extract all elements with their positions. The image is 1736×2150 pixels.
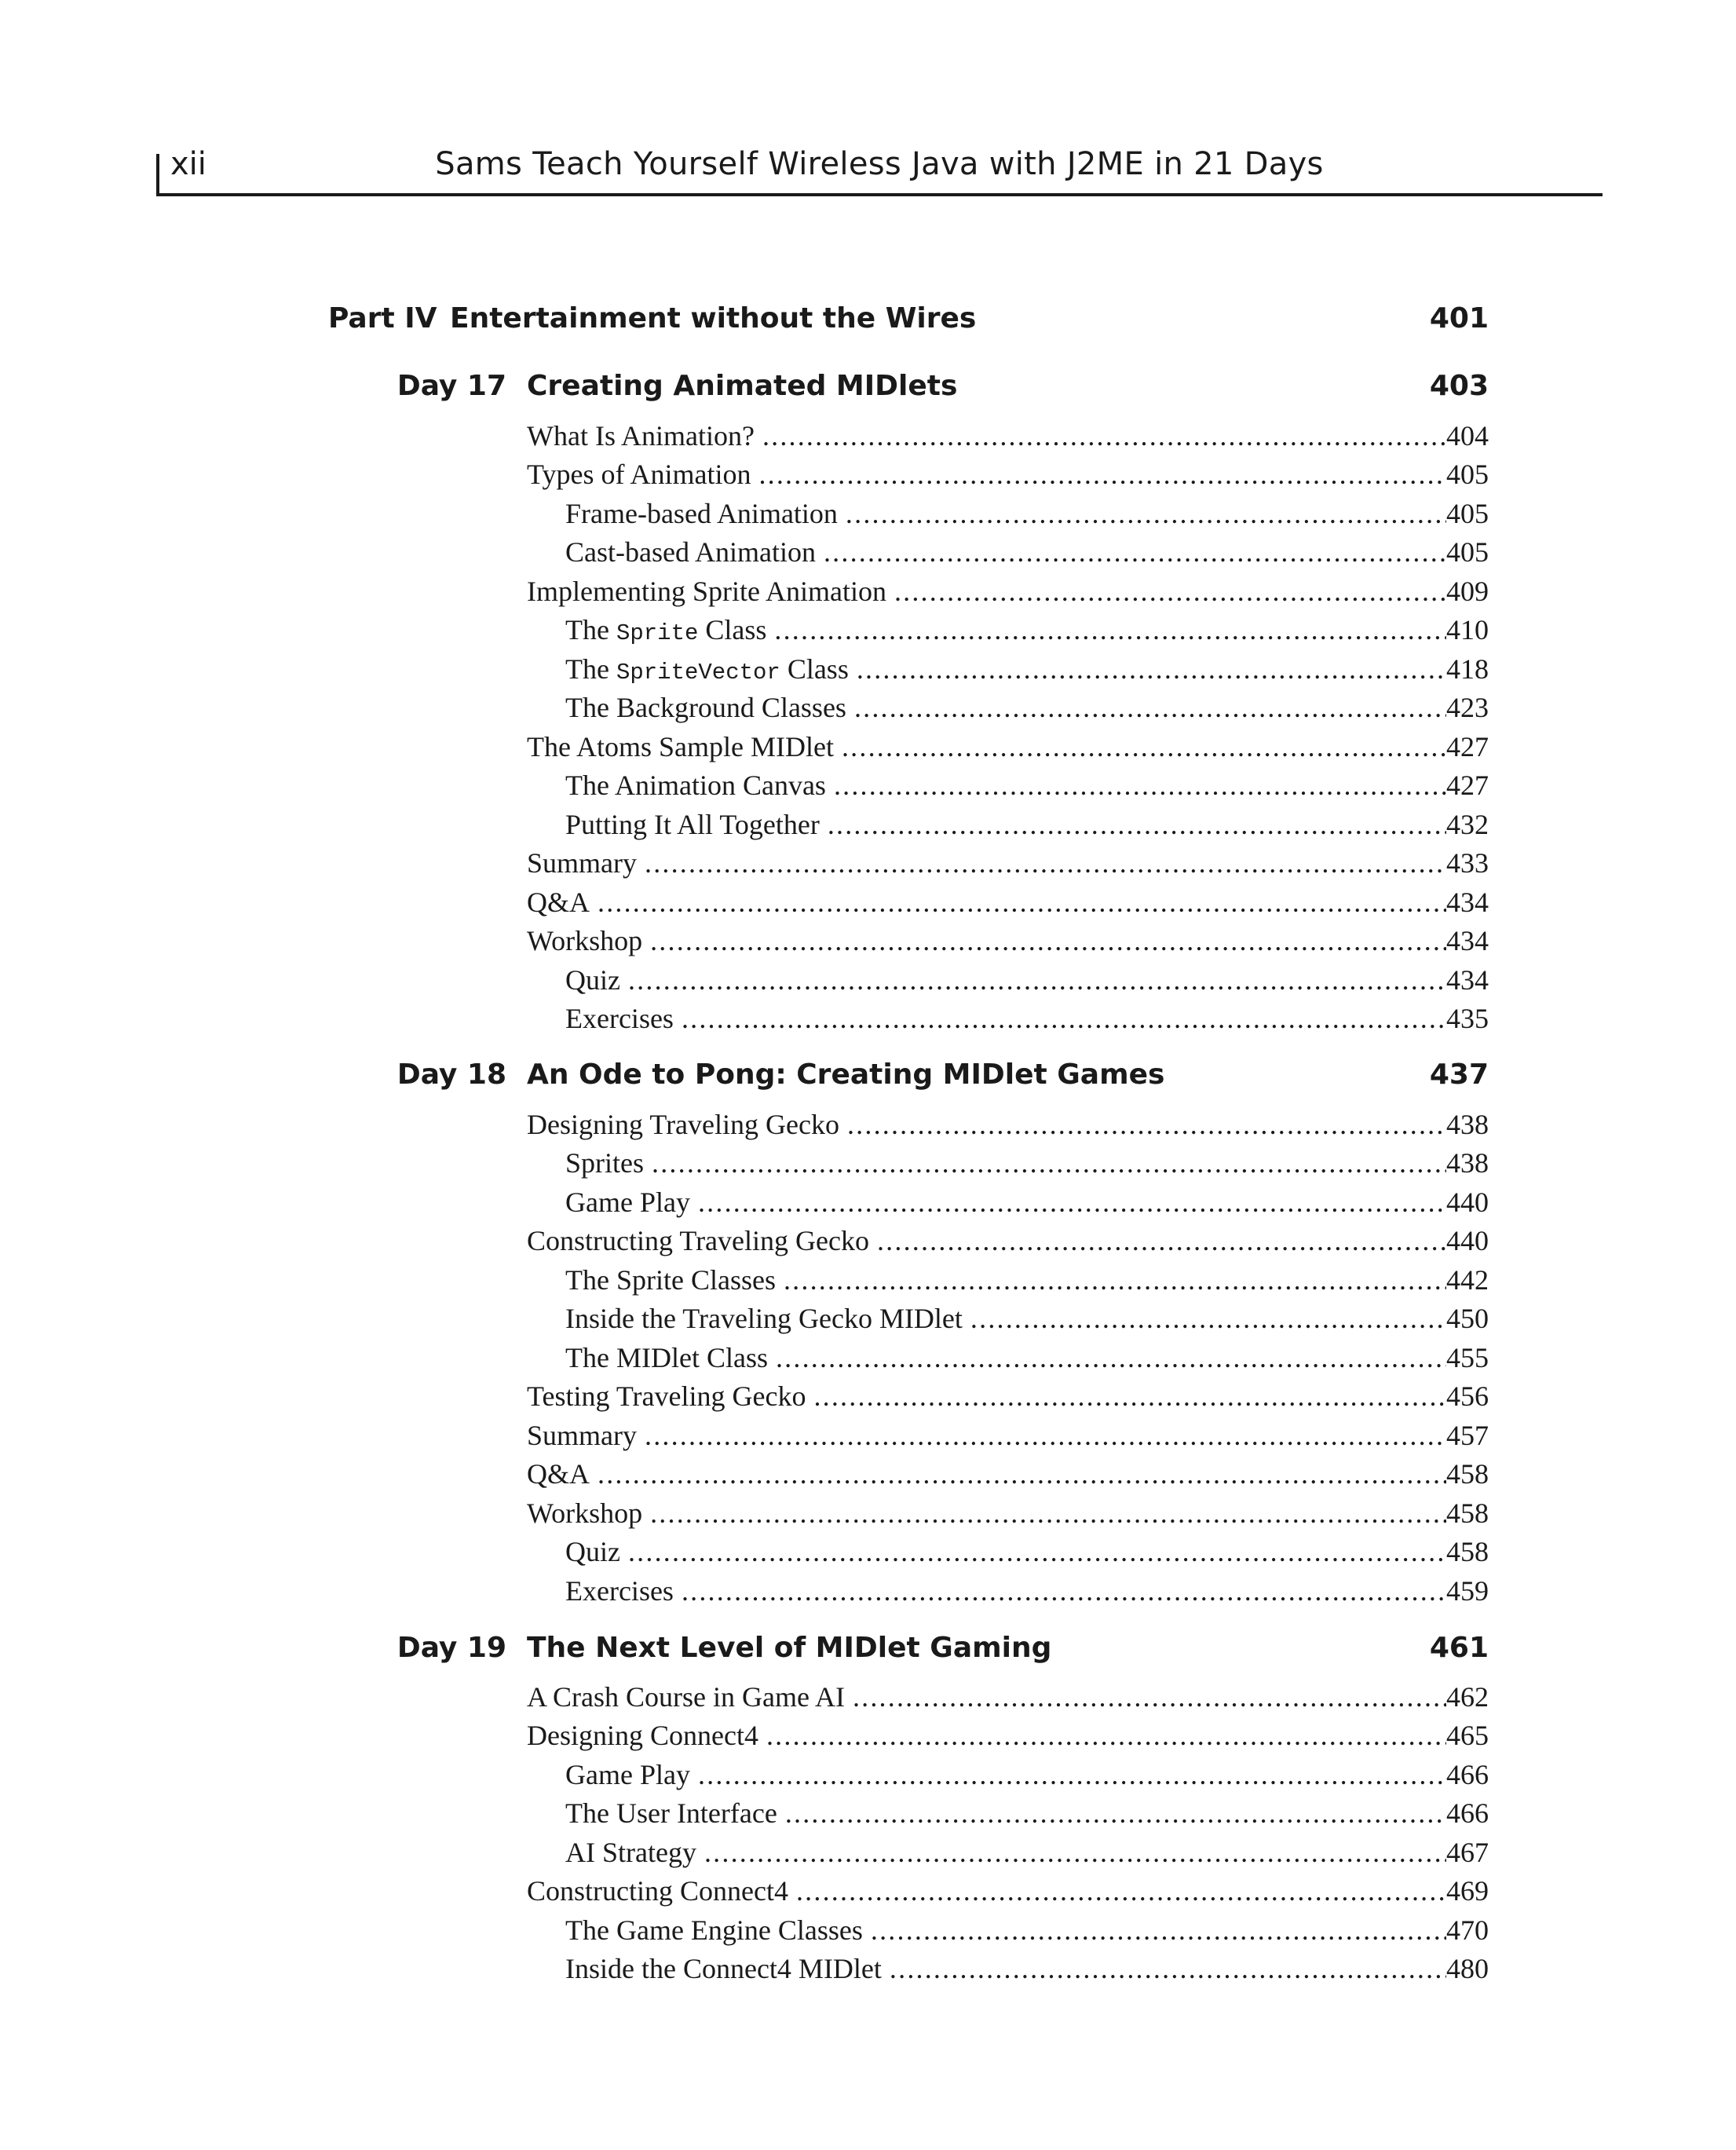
dot-leader xyxy=(645,1417,1446,1454)
toc-entry[interactable] xyxy=(565,1834,1489,1871)
dot-leader xyxy=(682,1000,1446,1037)
toc-entry[interactable] xyxy=(565,533,1489,571)
dot-leader xyxy=(766,1717,1446,1754)
day-title: The Next Level of MIDlet Gaming xyxy=(527,1632,1052,1664)
entry-title: Frame-based Animation xyxy=(565,498,838,529)
entry-page: 410 xyxy=(1446,614,1489,645)
entry-title-suffix: Class xyxy=(780,653,849,685)
entry-page: 440 xyxy=(1446,1225,1489,1256)
entry-title xyxy=(565,650,857,688)
part-title: Entertainment without the Wires xyxy=(450,302,977,335)
entry-title: Cast-based Animation xyxy=(565,536,816,568)
entry-title: Quiz xyxy=(565,964,620,996)
entry-title: Implementing Sprite Animation xyxy=(527,576,886,607)
dot-leader xyxy=(834,766,1446,804)
entry-page: 470 xyxy=(1446,1914,1489,1946)
entry-page: 458 xyxy=(1446,1536,1489,1567)
toc-entry[interactable] xyxy=(527,455,1489,493)
entry-title: Designing Traveling Gecko xyxy=(527,1109,839,1140)
day-page: 437 xyxy=(1429,1059,1489,1091)
toc-entry[interactable] xyxy=(527,883,1489,921)
entry-page: 427 xyxy=(1446,770,1489,801)
entry-page: 409 xyxy=(1446,576,1489,607)
dot-leader xyxy=(890,1950,1446,1987)
entry-page: 404 xyxy=(1446,420,1489,452)
entry-page: 434 xyxy=(1446,887,1489,918)
toc-entry[interactable] xyxy=(527,1417,1489,1454)
entry-page: 456 xyxy=(1446,1380,1489,1412)
dot-leader xyxy=(894,572,1446,610)
part-heading xyxy=(0,302,1736,336)
entry-title: A Crash Course in Game AI xyxy=(527,1681,845,1713)
toc-entry[interactable] xyxy=(565,611,1489,649)
entry-title: Exercises xyxy=(565,1003,674,1034)
dot-leader xyxy=(853,1678,1446,1716)
toc-entry[interactable] xyxy=(565,1756,1489,1793)
dot-leader xyxy=(796,1872,1446,1910)
entry-page: 462 xyxy=(1446,1681,1489,1713)
dot-leader xyxy=(650,1494,1446,1532)
dot-leader xyxy=(598,883,1446,921)
toc-entry[interactable] xyxy=(565,766,1489,804)
day-page: 403 xyxy=(1429,370,1489,402)
toc-entry[interactable] xyxy=(527,1872,1489,1910)
toc-entry[interactable] xyxy=(527,1455,1489,1493)
dot-leader xyxy=(776,1339,1446,1377)
dot-leader xyxy=(854,689,1446,726)
dot-leader xyxy=(650,922,1446,960)
part-page: 401 xyxy=(1429,302,1489,335)
day-page: 461 xyxy=(1429,1632,1489,1664)
dot-leader xyxy=(645,844,1446,882)
toc-entry[interactable] xyxy=(565,806,1489,843)
entry-title: Game Play xyxy=(565,1759,690,1790)
entry-page: 418 xyxy=(1446,653,1489,685)
entry-page: 469 xyxy=(1446,1875,1489,1907)
entry-title xyxy=(565,611,774,649)
entry-title: What Is Animation? xyxy=(527,420,755,452)
toc-entry[interactable] xyxy=(565,1144,1489,1182)
entry-page: 434 xyxy=(1446,925,1489,956)
part-label: Part IV xyxy=(328,302,437,335)
entry-title-suffix: Class xyxy=(698,614,767,645)
entry-page: 455 xyxy=(1446,1342,1489,1373)
entry-title: Designing Connect4 xyxy=(527,1720,758,1751)
entry-page: 458 xyxy=(1446,1458,1489,1490)
entry-title: Summary xyxy=(527,847,637,879)
entry-title: AI Strategy xyxy=(565,1837,696,1868)
toc-entry[interactable] xyxy=(527,572,1489,610)
toc-entry[interactable] xyxy=(527,922,1489,960)
day-heading xyxy=(0,1631,1736,1666)
dot-leader xyxy=(846,495,1446,532)
dot-leader xyxy=(704,1834,1446,1871)
entry-title: Summary xyxy=(527,1420,637,1451)
toc-entry[interactable] xyxy=(565,1950,1489,1987)
entry-page: 435 xyxy=(1446,1003,1489,1034)
day-label: Day 18 xyxy=(397,1059,506,1091)
entry-page: 434 xyxy=(1446,964,1489,996)
entry-title: The MIDlet Class xyxy=(565,1342,768,1373)
entry-page: 459 xyxy=(1446,1575,1489,1607)
toc-entry[interactable] xyxy=(565,1183,1489,1221)
toc-entry[interactable] xyxy=(565,1339,1489,1377)
toc-entry[interactable] xyxy=(565,1000,1489,1037)
dot-leader xyxy=(877,1222,1446,1260)
dot-leader xyxy=(784,1261,1446,1299)
entry-page: 405 xyxy=(1446,498,1489,529)
entry-page: 438 xyxy=(1446,1109,1489,1140)
toc-entry[interactable] xyxy=(527,1494,1489,1532)
header-rule-horizontal xyxy=(156,193,1603,196)
entry-title: The Game Engine Classes xyxy=(565,1914,863,1946)
day-label: Day 19 xyxy=(397,1632,506,1664)
entry-page: 423 xyxy=(1446,692,1489,723)
entry-title-code: SpriteVector xyxy=(616,660,780,686)
entry-title: Types of Animation xyxy=(527,459,751,490)
entry-title: Quiz xyxy=(565,1536,620,1567)
entry-page: 450 xyxy=(1446,1303,1489,1334)
dot-leader xyxy=(871,1911,1446,1949)
entry-page: 405 xyxy=(1446,536,1489,568)
day-label: Day 17 xyxy=(397,370,506,402)
entry-title: The User Interface xyxy=(565,1797,777,1829)
dot-leader xyxy=(682,1572,1446,1610)
dot-leader xyxy=(857,650,1446,688)
entry-page: 467 xyxy=(1446,1837,1489,1868)
dot-leader xyxy=(847,1106,1446,1143)
entry-title: Constructing Connect4 xyxy=(527,1875,788,1907)
dot-leader xyxy=(842,728,1446,766)
toc-entry[interactable] xyxy=(565,650,1489,688)
toc-entry[interactable] xyxy=(565,961,1489,999)
entry-title: Inside the Connect4 MIDlet xyxy=(565,1953,882,1984)
entry-page: 458 xyxy=(1446,1497,1489,1529)
dot-leader xyxy=(598,1455,1446,1493)
toc-entry[interactable] xyxy=(527,417,1489,455)
entry-title: Inside the Traveling Gecko MIDlet xyxy=(565,1303,963,1334)
dot-leader xyxy=(774,611,1446,649)
entry-page: 427 xyxy=(1446,731,1489,762)
entry-page: 438 xyxy=(1446,1147,1489,1179)
header-book-title: Sams Teach Yourself Wireless Java with J2ME in 21 Days xyxy=(435,146,1324,182)
entry-title: Testing Traveling Gecko xyxy=(527,1380,806,1412)
entry-page: 442 xyxy=(1446,1264,1489,1296)
entry-page: 432 xyxy=(1446,809,1489,840)
entry-title: Sprites xyxy=(565,1147,645,1179)
toc-entry[interactable] xyxy=(565,1300,1489,1337)
dot-leader xyxy=(628,961,1446,999)
dot-leader xyxy=(813,1377,1446,1415)
dot-leader xyxy=(824,533,1446,571)
entry-title: Putting It All Together xyxy=(565,809,820,840)
toc-entry[interactable] xyxy=(527,844,1489,882)
toc-entry[interactable] xyxy=(527,1717,1489,1754)
dot-leader xyxy=(758,455,1446,493)
entry-page: 466 xyxy=(1446,1797,1489,1829)
toc-entry[interactable] xyxy=(527,1678,1489,1716)
entry-title-code: Sprite xyxy=(616,620,699,646)
dot-leader xyxy=(698,1756,1446,1793)
entry-page: 466 xyxy=(1446,1759,1489,1790)
entry-title: Q&A xyxy=(527,887,590,918)
entry-title: Constructing Traveling Gecko xyxy=(527,1225,869,1256)
entry-title-prefix: The xyxy=(565,653,616,685)
toc-entry[interactable] xyxy=(527,1377,1489,1415)
entry-title: The Sprite Classes xyxy=(565,1264,776,1296)
entry-title: The Atoms Sample MIDlet xyxy=(527,731,834,762)
entry-title: Workshop xyxy=(527,1497,643,1529)
toc-entry[interactable] xyxy=(527,1222,1489,1260)
toc-entry[interactable] xyxy=(565,1911,1489,1949)
entry-title: Workshop xyxy=(527,925,643,956)
toc-entry[interactable] xyxy=(565,1794,1489,1832)
entry-page: 480 xyxy=(1446,1953,1489,1984)
day-heading xyxy=(0,369,1736,404)
entry-page: 433 xyxy=(1446,847,1489,879)
entry-page: 440 xyxy=(1446,1187,1489,1218)
day-title: Creating Animated MIDlets xyxy=(527,370,958,402)
entry-title: Game Play xyxy=(565,1187,690,1218)
entry-title: The Animation Canvas xyxy=(565,770,826,801)
toc-entry[interactable] xyxy=(565,689,1489,726)
toc-entry[interactable] xyxy=(565,495,1489,532)
day-heading xyxy=(0,1058,1736,1092)
running-header xyxy=(156,135,1603,196)
dot-leader xyxy=(762,417,1446,455)
dot-leader xyxy=(828,806,1446,843)
entry-page: 465 xyxy=(1446,1720,1489,1751)
header-page-number: xii xyxy=(170,146,206,182)
dot-leader xyxy=(652,1144,1446,1182)
entry-page: 457 xyxy=(1446,1420,1489,1451)
dot-leader xyxy=(628,1533,1446,1570)
dot-leader xyxy=(785,1794,1446,1832)
dot-leader xyxy=(698,1183,1446,1221)
toc-entry[interactable] xyxy=(565,1533,1489,1570)
entry-title-prefix: The xyxy=(565,614,616,645)
entry-title: Exercises xyxy=(565,1575,674,1607)
dot-leader xyxy=(970,1300,1446,1337)
toc-entry[interactable] xyxy=(527,728,1489,766)
entry-title: Q&A xyxy=(527,1458,590,1490)
day-title: An Ode to Pong: Creating MIDlet Games xyxy=(527,1059,1165,1091)
toc-entry[interactable] xyxy=(565,1572,1489,1610)
entry-title: The Background Classes xyxy=(565,692,846,723)
entry-page: 405 xyxy=(1446,459,1489,490)
toc-entry[interactable] xyxy=(527,1106,1489,1143)
toc-entry[interactable] xyxy=(565,1261,1489,1299)
